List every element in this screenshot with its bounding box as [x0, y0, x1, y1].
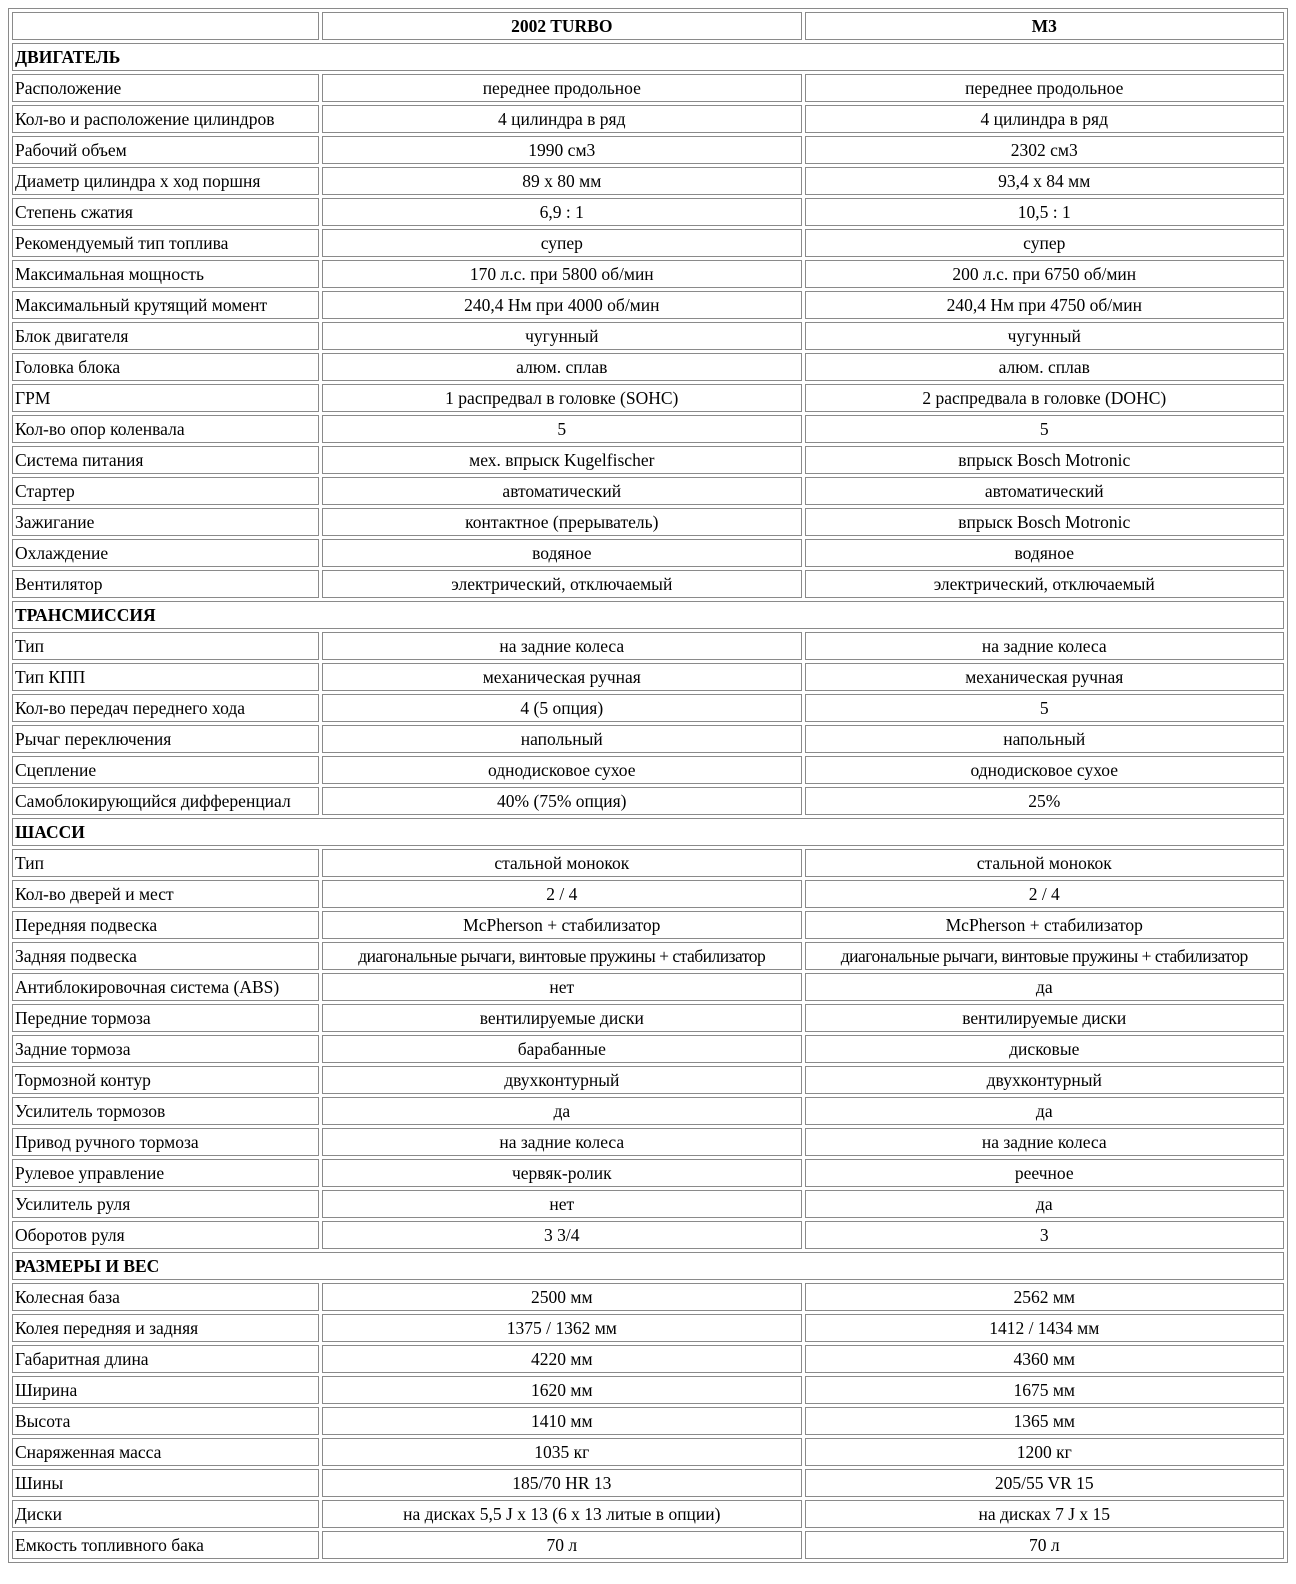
spec-value-m3: двухконтурный: [805, 1066, 1284, 1094]
spec-label-cell: Усилитель руля: [12, 1190, 319, 1218]
spec-value-2002-turbo: червяк-ролик: [322, 1159, 801, 1187]
spec-value-m3: 70 л: [805, 1531, 1284, 1559]
spec-label-cell: Кол-во дверей и мест: [12, 880, 319, 908]
spec-value-m3: супер: [805, 229, 1284, 257]
spec-row: [12, 849, 1284, 877]
spec-value-m3: 93,4 x 84 мм: [805, 167, 1284, 195]
spec-value-2002-turbo: 4 цилиндра в ряд: [322, 105, 801, 133]
spec-value-2002-turbo: однодисковое сухое: [322, 756, 801, 784]
spec-value-m3: алюм. сплав: [805, 353, 1284, 381]
spec-label-cell: Максимальный крутящий момент: [12, 291, 319, 319]
spec-label-cell: Высота: [12, 1407, 319, 1435]
spec-value-m3: 1675 мм: [805, 1376, 1284, 1404]
spec-row: [12, 1128, 1284, 1156]
section-header-row: [12, 43, 1284, 71]
spec-value-2002-turbo: 1620 мм: [322, 1376, 801, 1404]
spec-label-cell: Диски: [12, 1500, 319, 1528]
spec-label-cell: Привод ручного тормоза: [12, 1128, 319, 1156]
spec-value-2002-turbo: стальной монокок: [322, 849, 801, 877]
spec-label-cell: ГРМ: [12, 384, 319, 412]
spec-value-2002-turbo: да: [322, 1097, 801, 1125]
spec-value-2002-turbo: 1375 / 1362 мм: [322, 1314, 801, 1342]
section-header-row: [12, 818, 1284, 846]
spec-value-2002-turbo: мех. впрыск Kugelfischer: [322, 446, 801, 474]
spec-value-m3: водяное: [805, 539, 1284, 567]
spec-value-2002-turbo: 4 (5 опция): [322, 694, 801, 722]
spec-value-2002-turbo: McPherson + стабилизатор: [322, 911, 801, 939]
spec-label-cell: Антиблокировочная система (ABS): [12, 973, 319, 1001]
spec-value-m3: электрический, отключаемый: [805, 570, 1284, 598]
spec-value-m3: 240,4 Нм при 4750 об/мин: [805, 291, 1284, 319]
spec-row: [12, 880, 1284, 908]
spec-value-m3: впрыск Bosch Motronic: [805, 508, 1284, 536]
spec-value-m3: механическая ручная: [805, 663, 1284, 691]
spec-label-cell: Кол-во передач переднего хода: [12, 694, 319, 722]
spec-row: [12, 136, 1284, 164]
spec-label-cell: Диаметр цилиндра x ход поршня: [12, 167, 319, 195]
spec-label-cell: Ширина: [12, 1376, 319, 1404]
spec-value-2002-turbo: 40% (75% опция): [322, 787, 801, 815]
spec-value-2002-turbo: 1035 кг: [322, 1438, 801, 1466]
spec-label-cell: Тормозной контур: [12, 1066, 319, 1094]
spec-value-2002-turbo: переднее продольное: [322, 74, 801, 102]
header-row: [12, 12, 1284, 40]
spec-row: [12, 1004, 1284, 1032]
spec-value-m3: 200 л.с. при 6750 об/мин: [805, 260, 1284, 288]
spec-value-m3: на задние колеса: [805, 632, 1284, 660]
spec-value-2002-turbo: 6,9 : 1: [322, 198, 801, 226]
spec-row: [12, 663, 1284, 691]
spec-value-2002-turbo: на дисках 5,5 J x 13 (6 x 13 литые в опции): [322, 1500, 801, 1528]
spec-value-2002-turbo: 89 x 80 мм: [322, 167, 801, 195]
spec-comparison-table: [8, 8, 1288, 1563]
spec-label-cell: Блок двигателя: [12, 322, 319, 350]
spec-row: [12, 632, 1284, 660]
spec-label-cell: Рекомендуемый тип топлива: [12, 229, 319, 257]
spec-row: [12, 1159, 1284, 1187]
spec-label-cell: Рычаг переключения: [12, 725, 319, 753]
spec-row: [12, 1345, 1284, 1373]
spec-value-2002-turbo: 3 3/4: [322, 1221, 801, 1249]
spec-label-cell: Задние тормоза: [12, 1035, 319, 1063]
spec-label-cell: Головка блока: [12, 353, 319, 381]
spec-value-m3: впрыск Bosch Motronic: [805, 446, 1284, 474]
spec-value-2002-turbo: диагональные рычаги, винтовые пружины + стабилизатор: [322, 942, 801, 970]
spec-label-cell: Шины: [12, 1469, 319, 1497]
spec-value-m3: стальной монокок: [805, 849, 1284, 877]
spec-label-cell: Габаритная длина: [12, 1345, 319, 1373]
spec-value-2002-turbo: супер: [322, 229, 801, 257]
header-corner-cell: [12, 12, 319, 40]
spec-value-2002-turbo: чугунный: [322, 322, 801, 350]
spec-value-2002-turbo: на задние колеса: [322, 1128, 801, 1156]
spec-row: [12, 1283, 1284, 1311]
spec-value-m3: 4360 мм: [805, 1345, 1284, 1373]
spec-value-m3: 1412 / 1434 мм: [805, 1314, 1284, 1342]
spec-row: [12, 1531, 1284, 1559]
spec-row: [12, 415, 1284, 443]
spec-label-cell: Рулевое управление: [12, 1159, 319, 1187]
spec-value-2002-turbo: контактное (прерыватель): [322, 508, 801, 536]
header-col-m3: M3: [805, 12, 1284, 40]
spec-row: [12, 477, 1284, 505]
spec-label-cell: Расположение: [12, 74, 319, 102]
spec-value-m3: на дисках 7 J x 15: [805, 1500, 1284, 1528]
spec-row: [12, 167, 1284, 195]
spec-row: [12, 787, 1284, 815]
spec-value-2002-turbo: 2500 мм: [322, 1283, 801, 1311]
spec-row: [12, 1035, 1284, 1063]
spec-label-cell: Усилитель тормозов: [12, 1097, 319, 1125]
spec-value-m3: реечное: [805, 1159, 1284, 1187]
spec-label-cell: Емкость топливного бака: [12, 1531, 319, 1559]
spec-value-2002-turbo: 2 / 4: [322, 880, 801, 908]
spec-value-m3: 5: [805, 415, 1284, 443]
spec-label-cell: Система питания: [12, 446, 319, 474]
spec-value-2002-turbo: барабанные: [322, 1035, 801, 1063]
spec-value-m3: 1200 кг: [805, 1438, 1284, 1466]
spec-label-cell: Максимальная мощность: [12, 260, 319, 288]
spec-value-m3: 1365 мм: [805, 1407, 1284, 1435]
spec-value-2002-turbo: 1 распредвал в головке (SOHC): [322, 384, 801, 412]
spec-label-cell: Колесная база: [12, 1283, 319, 1311]
spec-row: [12, 1376, 1284, 1404]
spec-value-m3: диагональные рычаги, винтовые пружины + стабилизатор: [805, 942, 1284, 970]
spec-value-2002-turbo: нет: [322, 1190, 801, 1218]
spec-value-m3: автоматический: [805, 477, 1284, 505]
spec-value-m3: на задние колеса: [805, 1128, 1284, 1156]
spec-value-2002-turbo: автоматический: [322, 477, 801, 505]
spec-value-2002-turbo: на задние колеса: [322, 632, 801, 660]
section-header-row: [12, 601, 1284, 629]
section-title: ДВИГАТЕЛЬ: [12, 43, 1284, 71]
spec-row: [12, 508, 1284, 536]
spec-row: [12, 539, 1284, 567]
spec-label-cell: Охлаждение: [12, 539, 319, 567]
spec-value-2002-turbo: двухконтурный: [322, 1066, 801, 1094]
spec-label-cell: Степень сжатия: [12, 198, 319, 226]
spec-value-m3: 2 распредвала в головке (DOHC): [805, 384, 1284, 412]
spec-value-m3: да: [805, 1190, 1284, 1218]
spec-row: [12, 322, 1284, 350]
spec-value-2002-turbo: 170 л.с. при 5800 об/мин: [322, 260, 801, 288]
spec-row: [12, 1407, 1284, 1435]
spec-value-m3: однодисковое сухое: [805, 756, 1284, 784]
spec-value-m3: да: [805, 973, 1284, 1001]
spec-row: [12, 1221, 1284, 1249]
spec-value-m3: 4 цилиндра в ряд: [805, 105, 1284, 133]
spec-value-m3: 2 / 4: [805, 880, 1284, 908]
spec-label-cell: Самоблокирующийся дифференциал: [12, 787, 319, 815]
spec-row: [12, 446, 1284, 474]
spec-value-2002-turbo: 185/70 HR 13: [322, 1469, 801, 1497]
spec-value-m3: 5: [805, 694, 1284, 722]
spec-label-cell: Передняя подвеска: [12, 911, 319, 939]
spec-row: [12, 384, 1284, 412]
spec-row: [12, 1190, 1284, 1218]
spec-value-2002-turbo: напольный: [322, 725, 801, 753]
spec-row: [12, 1314, 1284, 1342]
section-title: РАЗМЕРЫ И ВЕС: [12, 1252, 1284, 1280]
spec-value-m3: напольный: [805, 725, 1284, 753]
spec-value-2002-turbo: 5: [322, 415, 801, 443]
spec-row: [12, 911, 1284, 939]
spec-table-body: [12, 12, 1284, 1559]
spec-value-m3: чугунный: [805, 322, 1284, 350]
spec-value-m3: 25%: [805, 787, 1284, 815]
spec-value-m3: вентилируемые диски: [805, 1004, 1284, 1032]
spec-value-2002-turbo: 1410 мм: [322, 1407, 801, 1435]
spec-label-cell: Кол-во опор коленвала: [12, 415, 319, 443]
spec-row: [12, 756, 1284, 784]
spec-label-cell: Оборотов руля: [12, 1221, 319, 1249]
spec-label-cell: Рабочий объем: [12, 136, 319, 164]
spec-label-cell: Кол-во и расположение цилиндров: [12, 105, 319, 133]
spec-label-cell: Задняя подвеска: [12, 942, 319, 970]
spec-label-cell: Сцепление: [12, 756, 319, 784]
spec-row: [12, 229, 1284, 257]
spec-value-2002-turbo: механическая ручная: [322, 663, 801, 691]
spec-value-2002-turbo: водяное: [322, 539, 801, 567]
spec-value-2002-turbo: алюм. сплав: [322, 353, 801, 381]
spec-value-m3: 3: [805, 1221, 1284, 1249]
spec-value-2002-turbo: электрический, отключаемый: [322, 570, 801, 598]
spec-label-cell: Тип КПП: [12, 663, 319, 691]
section-header-row: [12, 1252, 1284, 1280]
spec-row: [12, 1469, 1284, 1497]
section-title: ШАССИ: [12, 818, 1284, 846]
spec-label-cell: Вентилятор: [12, 570, 319, 598]
spec-value-m3: 10,5 : 1: [805, 198, 1284, 226]
spec-row: [12, 1438, 1284, 1466]
spec-row: [12, 973, 1284, 1001]
spec-row: [12, 942, 1284, 970]
spec-value-2002-turbo: 240,4 Нм при 4000 об/мин: [322, 291, 801, 319]
header-col-2002-turbo: 2002 TURBO: [322, 12, 801, 40]
spec-value-m3: 205/55 VR 15: [805, 1469, 1284, 1497]
spec-row: [12, 1097, 1284, 1125]
spec-label-cell: Тип: [12, 849, 319, 877]
spec-value-m3: да: [805, 1097, 1284, 1125]
spec-row: [12, 291, 1284, 319]
spec-value-m3: переднее продольное: [805, 74, 1284, 102]
spec-row: [12, 105, 1284, 133]
spec-row: [12, 260, 1284, 288]
spec-value-m3: 2302 см3: [805, 136, 1284, 164]
spec-label-cell: Колея передняя и задняя: [12, 1314, 319, 1342]
spec-row: [12, 353, 1284, 381]
spec-value-2002-turbo: 1990 см3: [322, 136, 801, 164]
spec-value-m3: дисковые: [805, 1035, 1284, 1063]
spec-label-cell: Передние тормоза: [12, 1004, 319, 1032]
spec-value-m3: 2562 мм: [805, 1283, 1284, 1311]
spec-label-cell: Стартер: [12, 477, 319, 505]
spec-row: [12, 74, 1284, 102]
spec-value-m3: McPherson + стабилизатор: [805, 911, 1284, 939]
spec-row: [12, 570, 1284, 598]
spec-label-cell: Тип: [12, 632, 319, 660]
spec-value-2002-turbo: 4220 мм: [322, 1345, 801, 1373]
spec-label-cell: Снаряженная масса: [12, 1438, 319, 1466]
spec-row: [12, 725, 1284, 753]
section-title: ТРАНСМИССИЯ: [12, 601, 1284, 629]
spec-value-2002-turbo: нет: [322, 973, 801, 1001]
spec-value-2002-turbo: вентилируемые диски: [322, 1004, 801, 1032]
spec-value-2002-turbo: 70 л: [322, 1531, 801, 1559]
spec-row: [12, 1066, 1284, 1094]
spec-row: [12, 694, 1284, 722]
spec-row: [12, 198, 1284, 226]
spec-row: [12, 1500, 1284, 1528]
spec-label-cell: Зажигание: [12, 508, 319, 536]
